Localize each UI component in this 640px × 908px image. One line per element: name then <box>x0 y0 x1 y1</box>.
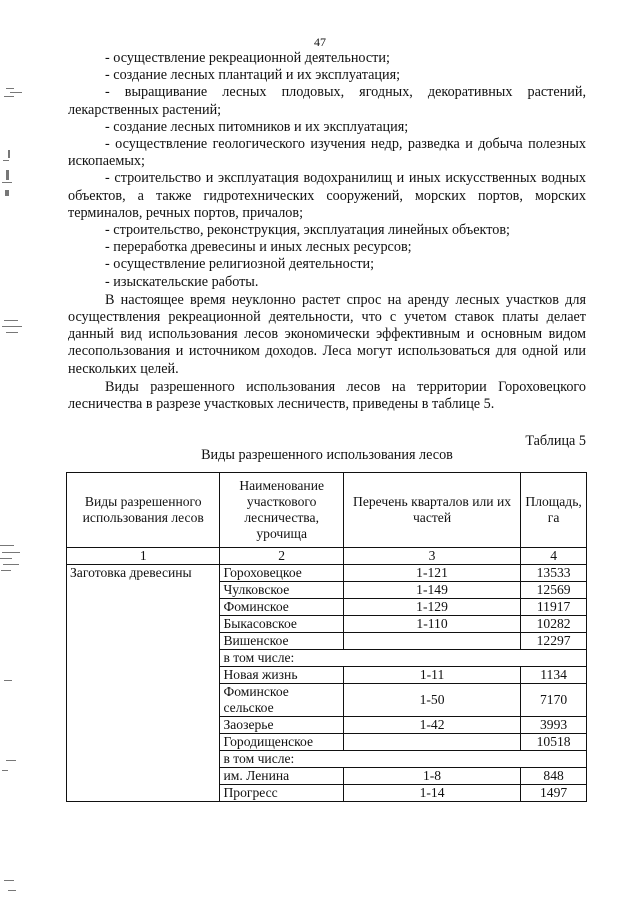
paragraph-table-intro: Виды разрешенного использования лесов на территории Гороховецкого лесничества в разрезе участковых лесничеств, приведены в таблице 5. <box>68 378 586 413</box>
column-number: 3 <box>343 548 520 565</box>
forest-use-table <box>66 472 587 802</box>
area-cell: 1134 <box>521 667 587 684</box>
quarters-cell <box>343 633 520 650</box>
table-header-cell: Виды разрешенного использования лесов <box>67 473 220 548</box>
body-text <box>68 50 586 413</box>
area-cell: 11917 <box>521 599 587 616</box>
use-type-cell: Заготовка древесины <box>67 565 220 802</box>
table-title: Виды разрешенного использования лесов <box>201 447 453 463</box>
table-header-row <box>67 473 587 548</box>
forestry-name-cell: Фоминское сельское <box>220 684 343 717</box>
forestry-name-cell: Новая жизнь <box>220 667 343 684</box>
table-column-number-row <box>67 548 587 565</box>
forestry-name-cell: Городищенское <box>220 734 343 751</box>
list-item: - строительство, реконструкция, эксплуатация линейных объектов; <box>105 222 510 239</box>
area-cell: 10518 <box>521 734 587 751</box>
list-item: - выращивание лесных плодовых, ягодных, декоративных растений, лекарственных растений; <box>68 84 586 118</box>
list-item: - осуществление рекреационной деятельности; <box>105 50 390 66</box>
quarters-cell: 1-149 <box>343 582 520 599</box>
forestry-name-cell: Фоминское <box>220 599 343 616</box>
list-item: - осуществление геологического изучения недр, разведка и добыча полезных ископаемых; <box>68 136 586 170</box>
list-item: - переработка древесины и иных лесных ресурсов; <box>105 239 412 256</box>
column-number: 2 <box>220 548 343 565</box>
page-number: 47 <box>314 35 326 49</box>
table-header-cell: Наименование участкового лесничества, урочища <box>220 473 343 548</box>
forestry-name-cell: им. Ленина <box>220 768 343 785</box>
forestry-name-cell: Быкасовское <box>220 616 343 633</box>
quarters-cell: 1-11 <box>343 667 520 684</box>
area-cell: 12569 <box>521 582 587 599</box>
list-item: - создание лесных плантаций и их эксплуатация; <box>105 67 401 84</box>
paragraph-demand: В настоящее время неуклонно растет спрос на аренду лесных участков для осуществления рекреационной деятельности, что с учетом ставок платы делает данный вид использования лесов экономически эффективным и основным видом лесопользования и источником доходов. Леса могут использоваться для одной или нескольких целей. <box>68 291 586 377</box>
area-cell: 12297 <box>521 633 587 650</box>
area-cell: 10282 <box>521 616 587 633</box>
quarters-cell: 1-121 <box>343 565 520 582</box>
area-cell: 1497 <box>521 785 587 802</box>
quarters-cell: 1-50 <box>343 684 520 717</box>
list-item: - осуществление религиозной деятельности; <box>105 256 375 273</box>
quarters-cell: 1-14 <box>343 785 520 802</box>
forestry-name-cell: Гороховецкое <box>220 565 343 582</box>
quarters-cell: 1-42 <box>343 717 520 734</box>
forestry-name-cell: Вишенское <box>220 633 343 650</box>
subtotal-label-cell: в том числе: <box>220 650 587 667</box>
table-header-cell: Площадь, га <box>521 473 587 548</box>
forestry-name-cell: Прогресс <box>220 785 343 802</box>
table-header-cell: Перечень кварталов или их частей <box>343 473 520 548</box>
quarters-cell: 1-8 <box>343 768 520 785</box>
list-item: - строительство и эксплуатация водохранилищ и иных искусственных водных объектов, а также гидротехнических сооружений, морских портов, морских терминалов, речных портов, причалов; <box>68 170 586 221</box>
area-cell: 13533 <box>521 565 587 582</box>
subtotal-label-cell: в том числе: <box>220 751 587 768</box>
list-item: - изыскательские работы. <box>105 273 259 290</box>
area-cell: 848 <box>521 768 587 785</box>
table-caption-label: Таблица 5 <box>525 433 586 449</box>
quarters-cell <box>343 734 520 751</box>
forestry-name-cell: Заозерье <box>220 717 343 734</box>
area-cell: 3993 <box>521 717 587 734</box>
scan-margin-marks <box>0 0 40 908</box>
list-item: - создание лесных питомников и их эксплуатация; <box>105 118 409 135</box>
forestry-name-cell: Чулковское <box>220 582 343 599</box>
quarters-cell: 1-110 <box>343 616 520 633</box>
quarters-cell: 1-129 <box>343 599 520 616</box>
table-row <box>67 565 587 582</box>
area-cell: 7170 <box>521 684 587 717</box>
column-number: 4 <box>521 548 587 565</box>
column-number: 1 <box>67 548 220 565</box>
